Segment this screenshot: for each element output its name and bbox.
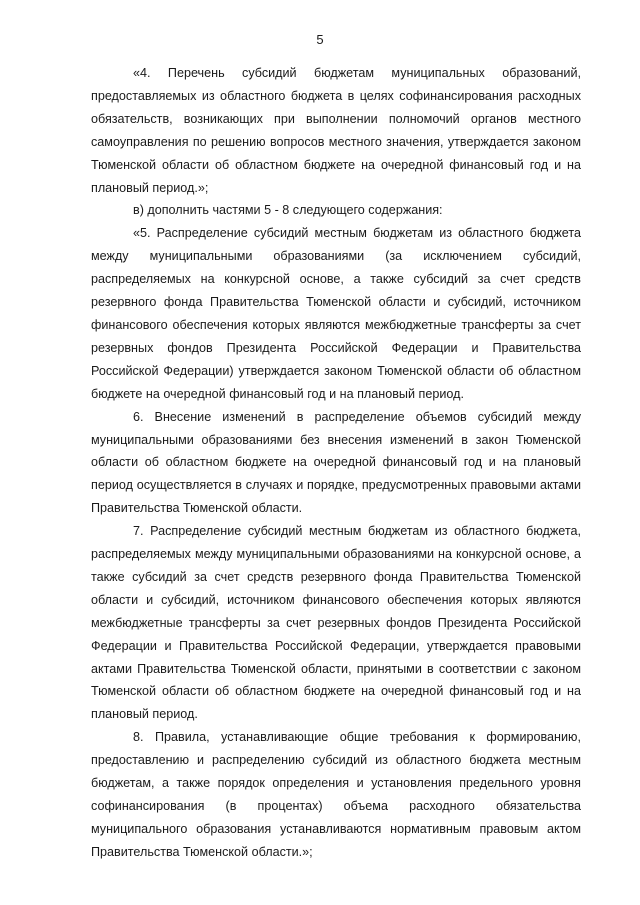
paragraph-part-7: 7. Распределение субсидий местным бюджетам из областного бюджета, распределяемых между муниципальными образованиями на конкурсной основе, а также субсидий за счет средств резервного фонда Правительства Тюменской области и субсидий, источником финансового обеспечения которых являются межбюджетные трансферты за счет резервных фондов Президента Российской Федерации и Правительства Российской Федерации, утверждается правовыми актами Правительства Тюменской области, принятыми в соответствии с законом Тюменской области об областном бюджете на очередной финансовый год и на плановый период.: [91, 524, 581, 722]
paragraph-part-8: 8. Правила, устанавливающие общие требования к формированию, предоставлению и распределению субсидий из областного бюджета местным бюджетам, а также порядок определения и установления предельного уровня софинансирования (в процентах) объема расходного обязательства муниципального образования устанавливаются нормативным правовым актом Правительства Тюменской области.»;: [91, 730, 581, 859]
paragraph-amendment-intro: в) дополнить частями 5 - 8 следующего содержания:: [133, 203, 443, 218]
paragraph-item-4-list: «4. Перечень субсидий бюджетам муниципальных образований, предоставляемых из областного бюджета в целях софинансирования расходных обязательств, возникающих при выполнении полномочий органов местного самоуправления по решению вопросов местного значения, утверждается законом Тюменской области об областном бюджете на очередной финансовый год и на плановый период.»;: [91, 66, 581, 195]
paragraph-part-6: 6. Внесение изменений в распределение объемов субсидий между муниципальными образованиями без внесения изменений в закон Тюменской области об областном бюджете на очередной финансовый год и на плановый период осуществляется в случаях и порядке, предусмотренных правовыми актами Правительства Тюменской области.: [91, 409, 581, 516]
paragraph-part-5: «5. Распределение субсидий местным бюджетам из областного бюджета между муниципальными образованиями (за исключением субсидий, распределяемых на конкурсной основе, а также субсидий за счет средств резервного фонда Правительства Тюменской области и субсидий, источником финансового обеспечения которых являются межбюджетные трансферты за счет резервных фондов Президента Российской Федерации и Правительства Российской Федерации) утверждается законом Тюменской области об областном бюджете на очередной финансовый год и на плановый период.: [91, 226, 581, 401]
page-number: 5: [316, 32, 324, 47]
document-body: [91, 62, 581, 864]
